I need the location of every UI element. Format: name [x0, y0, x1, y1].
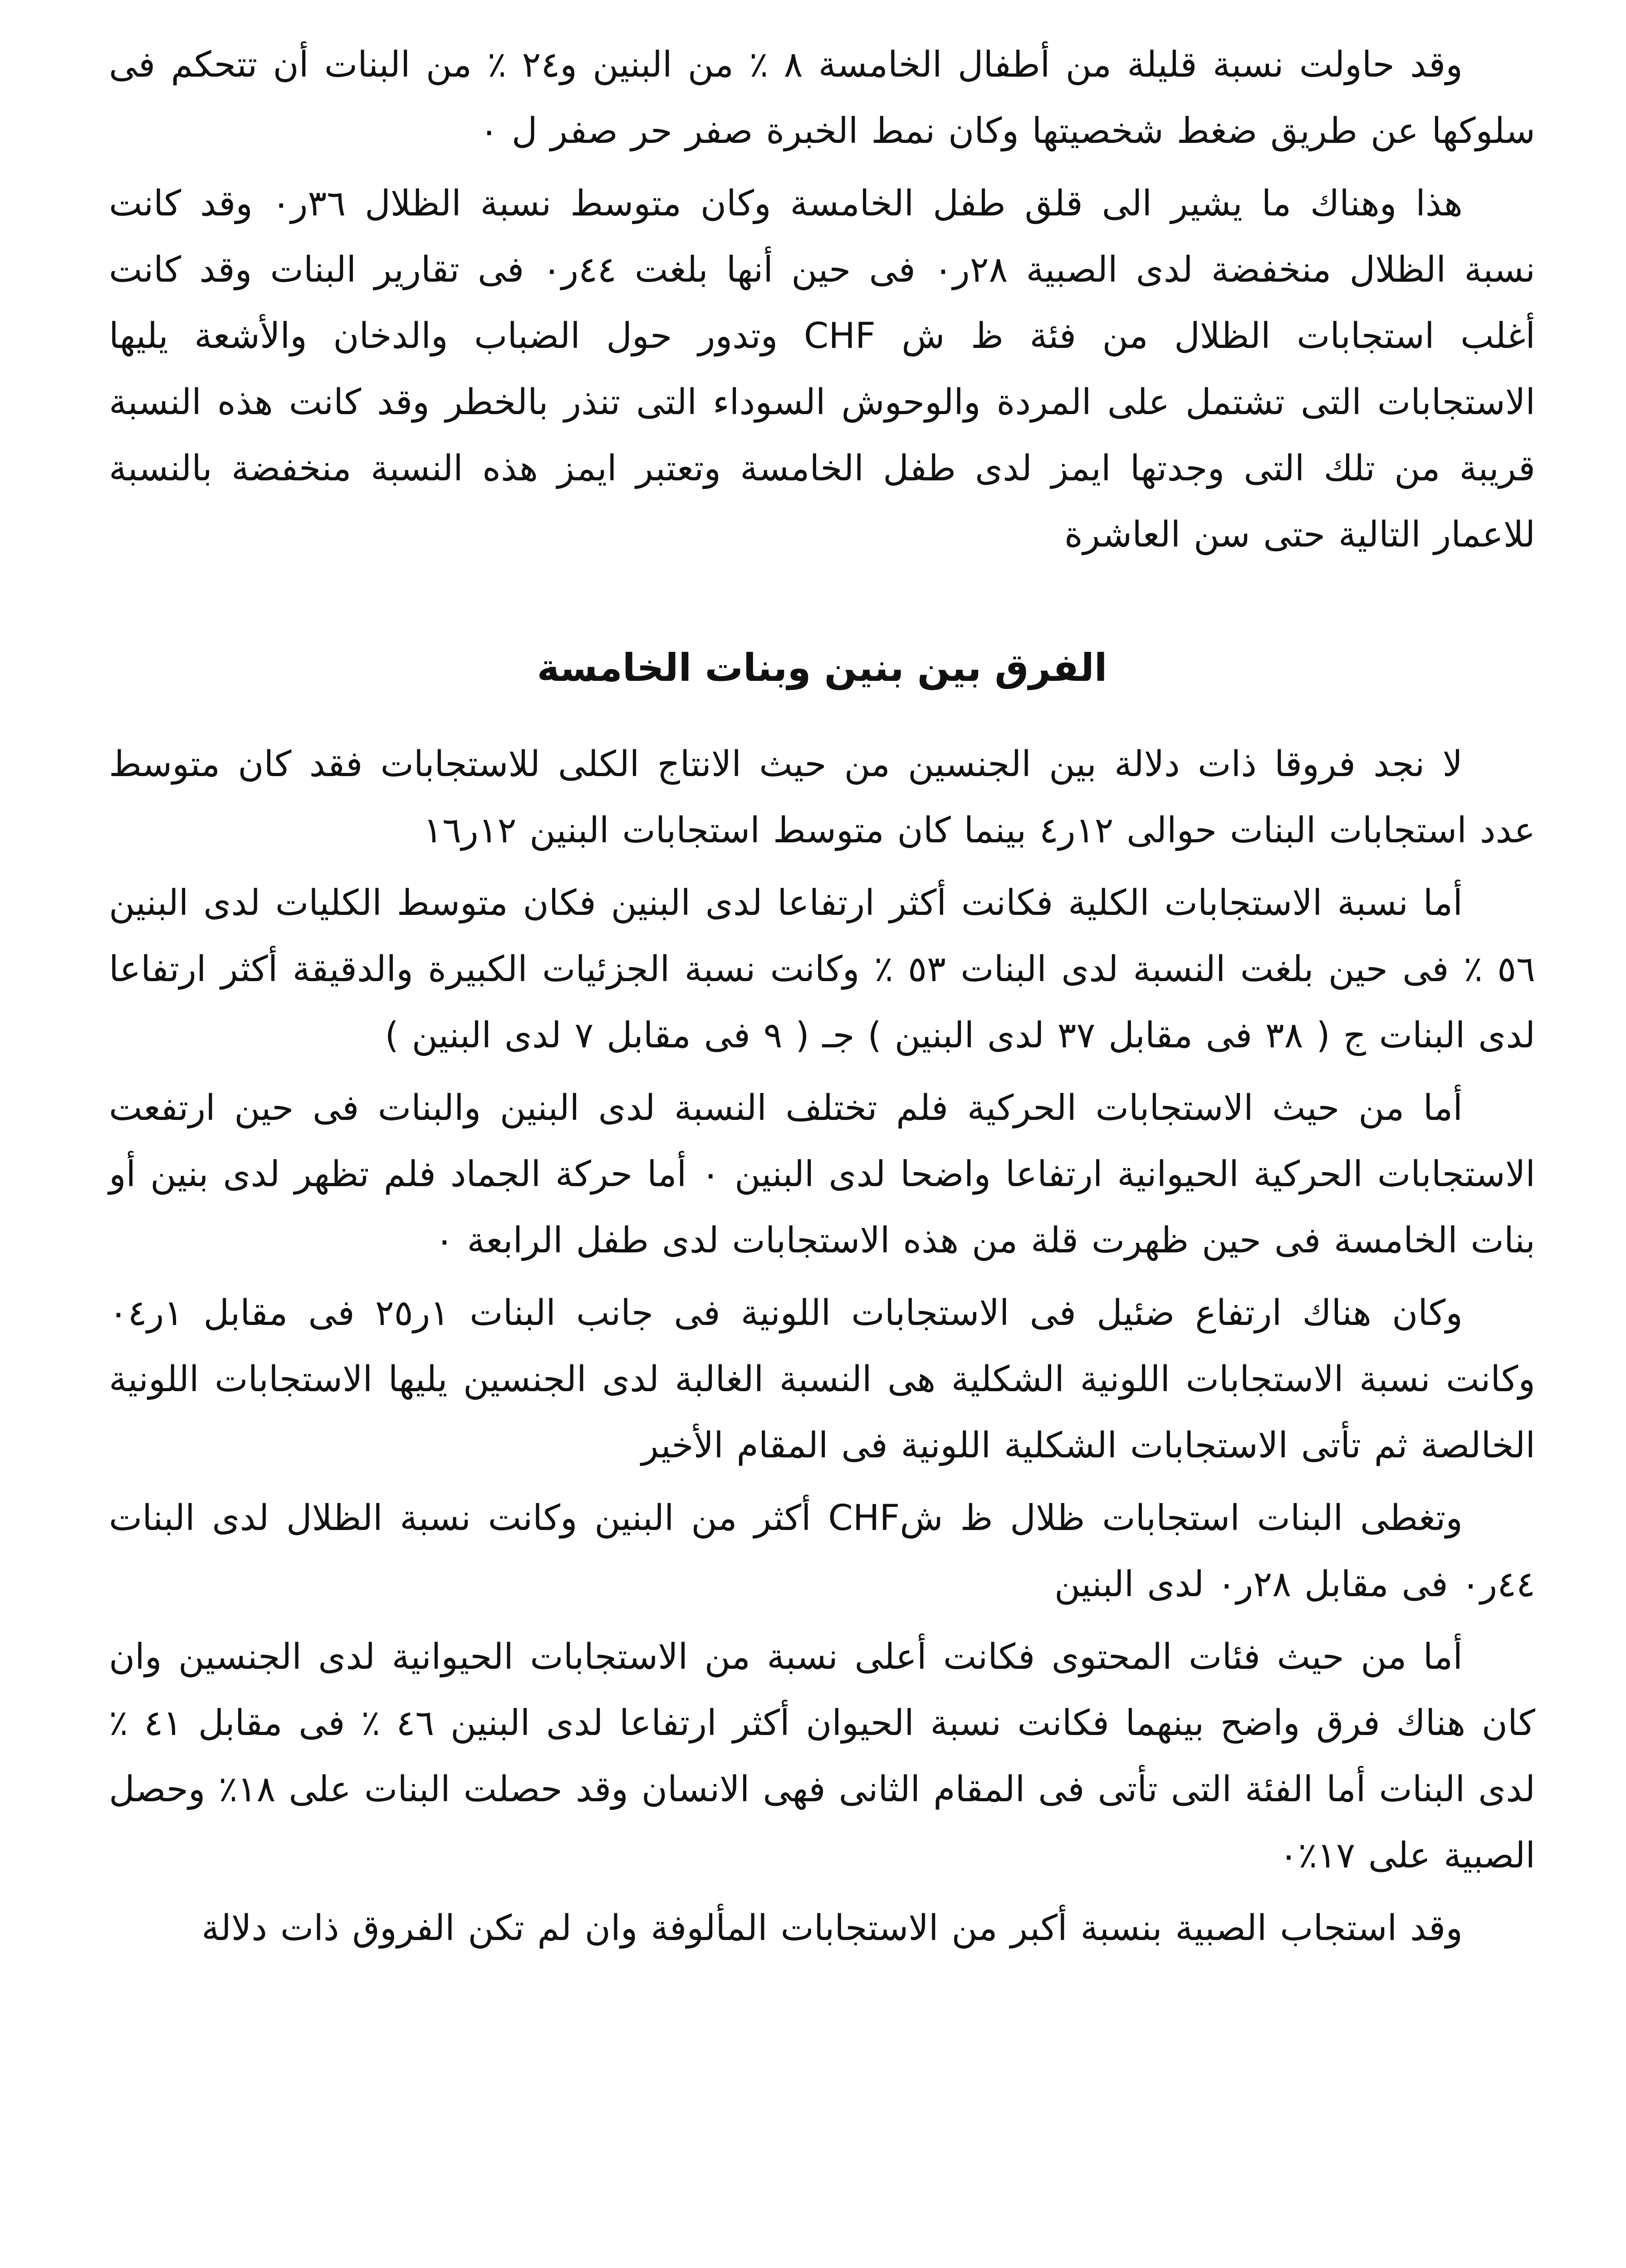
- paragraph: أما من حيث الاستجابات الحركية فلم تختلف النسبة لدى البنين والبنات فى حين ارتفعت الاستجابات الحركية الحيوانية ارتفاعا واضحا لدى البنين ٠ أما حركة الجماد فلم تظهر لدى بنين أو بنات الخامسة فى حين ظهرت قلة من هذه الاستجابات لدى طفل الرابعة ٠: [109, 1088, 1535, 1261]
- paragraph: وكان هناك ارتفاع ضئيل فى الاستجابات اللونية فى جانب البنات ١ر٢٥ فى مقابل ١ر٠٤ وكانت نسبة الاستجابات اللونية الشكلية هى النسبة الغالبة لدى الجنسين يليها الاستجابات اللونية الخالصة ثم تأتى الاستجابات الشكلية اللونية فى المقام الأخير: [109, 1293, 1535, 1466]
- paragraph: وتغطى البنات استجابات ظلال ظ شCHF أكثر من البنين وكانت نسبة الظلال لدى البنات ٤٤ر٠ فى مقابل ٢٨ر٠ لدى البنين: [109, 1498, 1535, 1605]
- paragraph: هذا وهناك ما يشير الى قلق طفل الخامسة وكان متوسط نسبة الظلال ٣٦ر٠ وقد كانت نسبة الظلال منخفضة لدى الصبية ٢٨ر٠ فى حين أنها بلغت ٤٤ر٠ فى تقارير البنات وقد كانت أغلب استجابات الظلال من فئة ظ ش CHF وتدور حول الضباب والدخان والأشعة يليها الاستجابات التى تشتمل على المردة والوحوش السوداء التى تنذر بالخطر وقد كانت هذه النسبة قريبة من تلك التى وجدتها ايمز لدى طفل الخامسة وتعتبر ايمز هذه النسبة منخفضة بالنسبة للاعمار التالية حتى سن العاشرة: [109, 183, 1535, 555]
- paragraph: لا نجد فروقا ذات دلالة بين الجنسين من حيث الانتاج الكلى للاستجابات فقد كان متوسط عدد استجابات البنات حوالى ١٢ر٤ بينما كان متوسط استجابات البنين ١٢ر١٦: [109, 744, 1535, 851]
- paragraph: أما من حيث فئات المحتوى فكانت أعلى نسبة من الاستجابات الحيوانية لدى الجنسين وان كان هناك فرق واضح بينهما فكانت نسبة الحيوان أكثر ارتفاعا لدى البنين ٤٦ ٪ فى مقابل ٤١ ٪ لدى البنات أما الفئة التى تأتى فى المقام الثانى فهى الانسان وقد حصلت البنات على ١٨٪ وحصل الصبية على ١٧٪٠: [109, 1637, 1535, 1876]
- section-heading: الفرق بين بنين وبنات الخامسة: [537, 645, 1107, 690]
- paragraph: وقد استجاب الصبية بنسبة أكبر من الاستجابات المألوفة وان لم تكن الفروق ذات دلالة: [201, 1908, 1463, 1949]
- document-page: [109, 32, 1535, 2268]
- paragraph: وقد حاولت نسبة قليلة من أطفال الخامسة ٨ ٪ من البنين و٢٤ ٪ من البنات أن تتحكم فى سلوكها عن طريق ضغط شخصيتها وكان نمط الخبرة صفر حر صفر ل ٠: [109, 44, 1535, 152]
- paragraph: أما نسبة الاستجابات الكلية فكانت أكثر ارتفاعا لدى البنين فكان متوسط الكليات لدى البنين ٥٦ ٪ فى حين بلغت النسبة لدى البنات ٥٣ ٪ وكانت نسبة الجزئيات الكبيرة والدقيقة أكثر ارتفاعا لدى البنات ج ( ٣٨ فى مقابل ٣٧ لدى البنين ) جـ ( ٩ فى مقابل ٧ لدى البنين ): [109, 883, 1535, 1056]
